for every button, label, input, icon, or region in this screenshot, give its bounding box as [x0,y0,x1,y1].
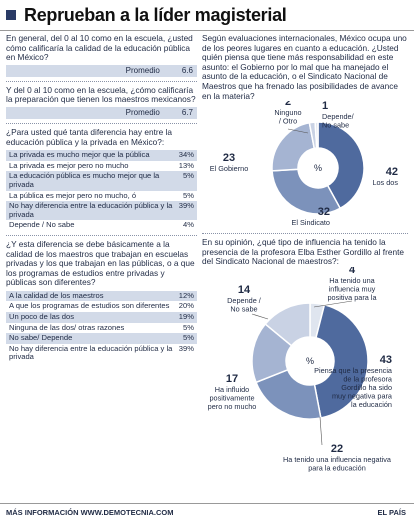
pie-category-label: El Gobierno [209,164,249,174]
pie-value-label: 14 [237,283,251,296]
row-value: 39% [178,343,194,353]
row-label: La educación pública es mucho mejor que la privada [9,171,160,189]
title-rule [0,30,414,31]
pie-category-label: Depende / No sabe [227,295,261,314]
page-title: Reprueban a la líder magisterial [24,4,287,25]
table-row [6,333,197,344]
row-value: 5% [183,190,194,200]
row-value: 4% [183,220,194,230]
pie-value-label: 22 [330,442,344,455]
average-label-1: Promedio [125,66,160,76]
pie-category-label: Piensa que la presencia de la profesora Gordillo ha sido muy negativa para la educación [314,365,392,409]
pie-category-label: El Sindicato [291,218,330,227]
pie-value-label: 1 [322,101,329,113]
pie-category-label: Ha tenido una influencia muy positiva para la [327,275,377,302]
divider [6,235,197,236]
pie-category-label: Los dos [372,178,398,188]
average-value-2: 6.7 [181,108,193,118]
average-label-2: Promedio [125,108,160,118]
table-row [6,291,197,302]
row-value: 5% [183,322,194,332]
table-row [6,344,197,363]
row-label: A la calidad de los maestros [9,290,104,300]
row-value: 20% [178,301,194,311]
left-column [6,34,197,363]
row-label: Depende / No sabe [9,220,75,230]
table-row [6,301,197,312]
source-link[interactable]: MÁS INFORMACIÓN WWW.DEMOTECNIA.COM [6,508,174,517]
pie-value-label: 17 [225,372,239,385]
row-label: No sabe/ Depende [9,333,73,343]
row-value: 19% [178,312,194,322]
responsibility-pie-chart [202,101,408,226]
question-4: ¿Y esta diferencia se debe básicamente a la calidad de los maestros que trabajan en escuelas privadas y los que trabajan en las públicas, o a que los programas de estudios entre privadas y públicas son diferentes? [6,238,195,288]
pie-value-label: 2 [284,101,292,109]
brand-logo: EL PAÍS [377,508,406,517]
pie-category-label: Ha influido positivamente pero no mucho [207,384,257,411]
question-5: Según evaluaciones internacionales, México ocupa uno de los peores lugares en cuanto a educación. ¿Usted quién piensa que tiene más responsabilidad en este asunto: el Gobierno por lo mal que ha manejado el asunto de la educación, o el Sindicato Nacional de Maestros que ha frenado las posibilidades de avance en la materia? [202,33,407,101]
divider [6,123,197,124]
divider [202,233,408,234]
row-value: 13% [178,160,194,170]
row-label: La privada es mejor pero no mucho [9,160,129,170]
table-row [6,220,197,231]
pie-value-label: 43 [379,353,392,366]
row-label: No hay diferencia entre la educación pública y la privada [9,201,173,219]
question-3: ¿Para usted qué tanta diferencia hay entre la educación pública y la privada en México?: [6,126,173,147]
difference-table [6,150,197,231]
row-label: Ninguna de las dos/ otras razones [9,322,125,332]
leader-line [320,417,322,445]
table-row [6,171,197,190]
pie-category-label: Ha tenido una influencia negativa para la educación [283,454,391,473]
table-row [6,323,197,334]
row-value: 34% [178,150,194,160]
row-label: La pública es mejor pero no mucho, ó [9,190,137,200]
average-row-1 [6,65,197,77]
table-row [6,312,197,323]
row-value: 39% [178,201,194,211]
average-value-1: 6.6 [181,66,193,76]
row-label: La privada es mucho mejor que la pública [9,150,150,160]
table-row [6,201,197,220]
row-value: 12% [178,290,194,300]
row-label: No hay diferencia entre la educación pública y la privada [9,343,173,362]
pie-value-label: 32 [317,206,330,219]
title-marker [6,10,16,20]
question-2: Y del 0 al 10 como en la escuela, ¿cómo calificaría la preparación que tienen los maestros mexicanos? [6,84,196,105]
pie-category-label: Ninguno / Otro [274,108,302,126]
divider [6,81,197,82]
reason-table [6,291,197,363]
row-value: 5% [183,333,194,343]
question-1: En general, del 0 al 10 como en la escuela, ¿usted cómo calificaría la calidad de la educación pública en México? [6,33,193,63]
pie-value-label: 4 [348,266,356,276]
row-label: Un poco de las dos [9,312,75,322]
table-row [6,150,197,161]
pie-category-label: Depende/ No sabe [322,112,354,130]
pie-center-label: % [305,355,315,366]
footer [0,503,414,521]
pie-value-label: 23 [222,152,236,165]
question-6: En su opinión, ¿qué tipo de influencia ha tenido la presencia de la profesora Elba Esther Gordillo al frente del Sindicato Nacional de maestros?: [202,237,405,267]
pie-center-label: % [313,163,323,174]
right-column [202,34,408,492]
influence-pie-chart [202,267,408,487]
average-row-2 [6,107,197,119]
header [0,0,414,30]
row-value: 5% [183,171,194,181]
table-row [6,161,197,172]
pie-value-label: 42 [385,166,398,179]
table-row [6,191,197,202]
leader-line [252,314,268,319]
row-label: A que los programas de estudios son diferentes [9,301,170,311]
